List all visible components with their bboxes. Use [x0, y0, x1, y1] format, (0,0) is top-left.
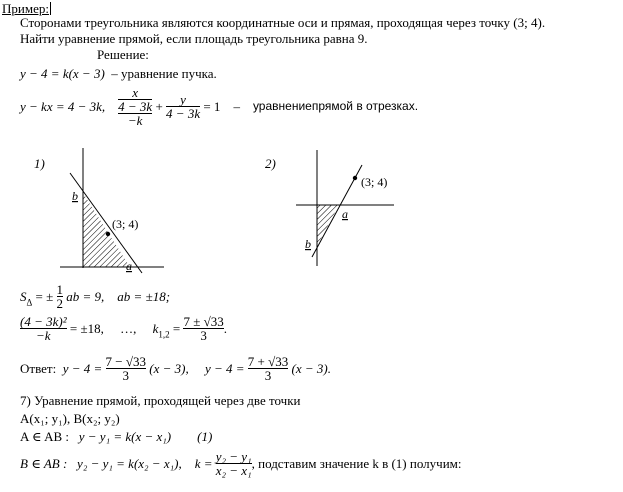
problem-line-2: Найти уравнение прямой, если площадь треугольника равна 9. [20, 31, 368, 46]
figure-2 [290, 150, 410, 270]
point-label: (3; 4) [112, 217, 139, 231]
hatched-triangle [317, 205, 339, 246]
segments-equation: y − kx = 4 − 3k, $\frac{x}{\frac{4 - 3k}{-k}}$ + $\frac{y}{4 - 3k}$ = 1 – уравнениепрямой в отрезках. [20, 85, 419, 128]
point-3-4 [106, 232, 110, 236]
pencil-equation: y − 4 = k(x − 3) – уравнение пучка. [20, 66, 217, 81]
point-label: (3; 4) [361, 175, 388, 189]
b-label: b [305, 237, 311, 251]
section-7-title: 7) Уравнение прямой, проходящей через две точки [20, 393, 301, 408]
figure-1-label: 1) [34, 156, 45, 171]
section-7-points: A(x₁; y₁), B(x₂; y₂) [20, 411, 120, 426]
problem-line-1: Сторонами треугольника являются координатные оси и прямая, проходящая через точку (3; 4). [20, 15, 546, 30]
area-equation: $S_\Delta$ = ± $\frac{1}{2}$ ab = 9, ab = ±18; [20, 282, 171, 311]
answer-line: Ответ: y − 4 = $\frac{7 - √33}{3}$ (x − 3), y − 4 = $\frac{7 + √33}{3}$ (x − 3). [20, 354, 331, 383]
fraction-y: $\frac{y}{4 - 3k}$ [166, 92, 201, 121]
figure-1 [60, 148, 170, 274]
figure-2-label: 2) [265, 156, 276, 171]
fraction-x: $\frac{x}{\frac{4 - 3k}{-k}}$ [118, 85, 153, 128]
b-label: b [72, 189, 78, 203]
section-7-a-line: A ∈ AB : y − y₁ = k(x − x₁) (1) [20, 429, 213, 444]
example-label: Пример: [2, 1, 49, 16]
a-label: a [342, 207, 348, 221]
solution-heading: Решение: [97, 47, 149, 62]
section-7-b-line: B ∈ AB : y₂ − y₁ = k(x₂ − x₁), k = $\frac{\text{y₂ − y₁}}{\text{x₂ − x₁}}$ , подставим значение k в (1) получим: [20, 449, 462, 478]
point-3-4 [353, 176, 357, 180]
a-label: a [126, 259, 132, 273]
k-equation: $\frac{\text{(4 − 3k)²}}{-k}$ = ±18, …, $k_{1,2}$ = $\frac{7 \pm √33}{3}$ . [20, 314, 227, 343]
